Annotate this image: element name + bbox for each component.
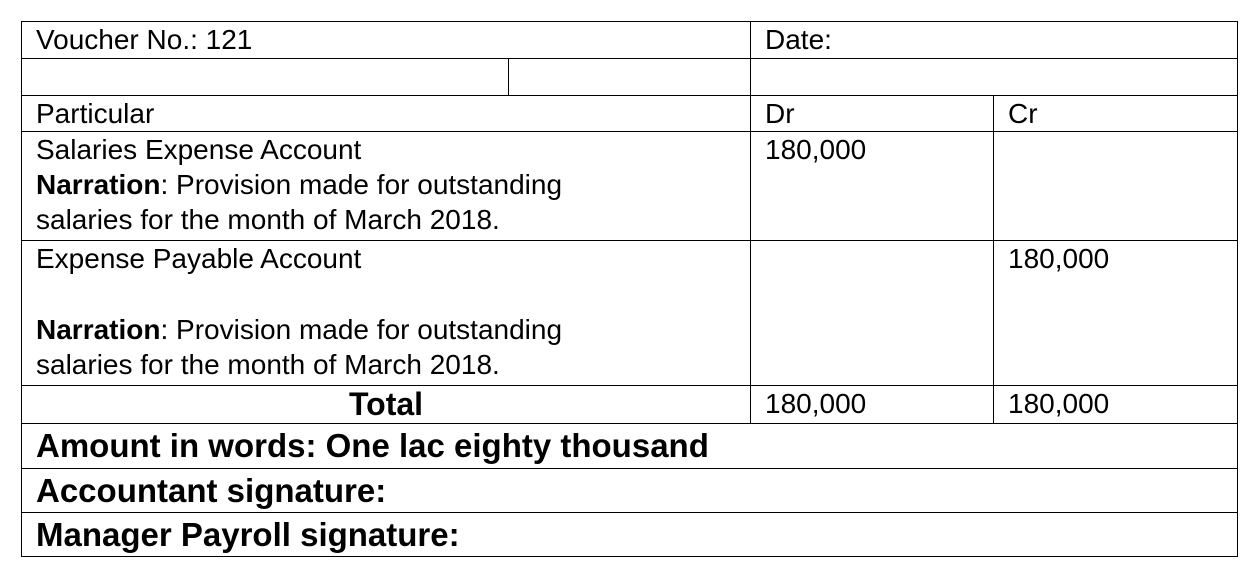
narration-label: Narration	[36, 314, 161, 345]
entry-dr-amount: 180,000	[751, 132, 994, 241]
voucher-number: Voucher No.: 121	[22, 22, 751, 59]
account-name: Expense Payable Account	[36, 243, 362, 274]
account-name: Salaries Expense Account	[36, 134, 362, 165]
column-header-dr: Dr	[751, 96, 994, 132]
narration-text: : Provision made for outstanding	[160, 314, 563, 345]
column-header-particular: Particular	[22, 96, 751, 132]
narration-label: Narration	[36, 169, 161, 200]
total-dr-amount: 180,000	[751, 386, 994, 424]
column-header-row	[22, 96, 1238, 132]
voucher-header-row	[22, 22, 1238, 59]
blank-cell	[22, 59, 509, 96]
voucher-table	[21, 21, 1238, 557]
narration-line	[36, 312, 750, 347]
entry-row	[22, 132, 1238, 241]
total-cr-amount: 180,000	[994, 386, 1238, 424]
manager-payroll-signature: Manager Payroll signature:	[22, 513, 1238, 557]
narration-line	[36, 167, 750, 202]
entry-cr-amount: 180,000	[994, 241, 1238, 386]
narration-text: : Provision made for outstanding	[160, 169, 563, 200]
voucher-date: Date:	[751, 22, 1238, 59]
entry-cr-amount	[994, 132, 1238, 241]
amount-in-words: Amount in words: One lac eighty thousand	[22, 424, 1238, 469]
blank-cell	[509, 59, 751, 96]
total-label: Total	[22, 386, 751, 424]
payment-voucher	[21, 21, 1237, 558]
manager-signature-row	[22, 513, 1238, 557]
entry-dr-amount	[751, 241, 994, 386]
total-row	[22, 386, 1238, 424]
entry-particular	[22, 241, 751, 386]
column-header-cr: Cr	[994, 96, 1238, 132]
accountant-signature: Accountant signature:	[22, 469, 1238, 513]
blank-cell	[751, 59, 1238, 96]
spacer	[36, 276, 750, 312]
entry-row	[22, 241, 1238, 386]
blank-row	[22, 59, 1238, 96]
entry-particular	[22, 132, 751, 241]
amount-in-words-row	[22, 424, 1238, 469]
narration-text-continued: salaries for the month of March 2018.	[36, 349, 500, 380]
narration-text-continued: salaries for the month of March 2018.	[36, 204, 500, 235]
accountant-signature-row	[22, 469, 1238, 513]
